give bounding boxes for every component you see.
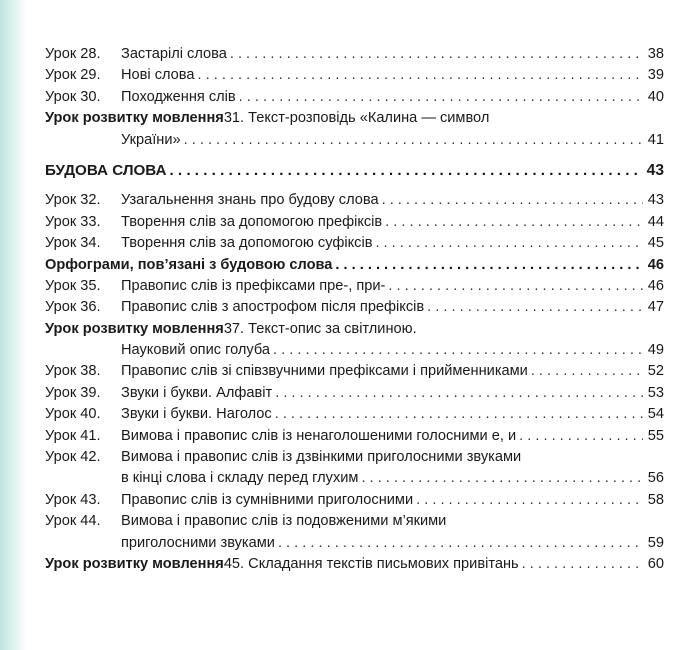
dot-leader [273,340,643,361]
dot-leader [278,533,643,554]
lesson-number: Урок 36. [45,299,101,316]
page-number: 59 [647,534,664,551]
dot-leader [382,190,643,211]
table-of-contents [45,44,664,575]
lesson-title-line-1: Вимова і правопис слів із подовженими м’якими [121,513,447,530]
toc-entry-lesson-44[interactable] [45,511,664,554]
dot-leader [522,554,643,575]
toc-entry-lesson-28[interactable] [45,44,664,65]
dot-leader [427,297,643,318]
lesson-title: Нові слова [121,67,195,84]
lesson-title-line-2: України» [121,131,181,148]
lesson-title-line-1: Вимова і правопис слів із дзвінкими приголосними звуками [121,449,522,466]
page-number: 58 [647,491,664,508]
toc-entry-speech-lesson-45[interactable] [45,554,664,575]
lesson-number: Урок 39. [45,384,101,401]
toc-entry-lesson-35[interactable] [45,276,664,297]
page-number: 46 [647,277,664,294]
lesson-title-line-1: 37. Текст-опис за світлиною. [223,320,417,337]
toc-entry-lesson-40[interactable] [45,404,664,425]
page-number: 41 [647,131,664,148]
lesson-title-line-1: 31. Текст-розповідь «Калина — символ [223,110,490,127]
page-number: 53 [647,384,664,401]
dot-leader [385,212,643,233]
page-number: 38 [647,46,664,62]
lesson-title: Походження слів [121,88,236,105]
lesson-title: Творення слів за допомогою суфіксів [121,235,373,252]
lesson-number: Урок 29. [45,67,101,84]
dot-leader [519,426,643,447]
dot-leader [531,361,643,382]
lesson-title-line-2: приголосними звуками [121,534,275,551]
lesson-number: Урок 32. [45,192,101,209]
page-number: 60 [647,555,664,572]
page-number: 40 [647,88,664,105]
lesson-title: Звуки і букви. Наголос [121,406,272,423]
lesson-title: Творення слів за допомогою префіксів [121,213,383,230]
toc-entry-lesson-33[interactable] [45,212,664,233]
lesson-title: Вимова і правопис слів із ненаголошеними голосними е, и [121,427,517,444]
dot-leader [335,255,643,276]
dot-leader [239,87,643,108]
toc-entry-lesson-32[interactable] [45,190,664,211]
lesson-title: 45. Складання текстів письмових привітань [223,555,519,572]
lesson-title: Правопис слів із сумнівними приголосними [121,491,414,508]
page-number: 43 [646,161,664,179]
toc-entry-lesson-34[interactable] [45,233,664,254]
lesson-title: Правопис слів із префіксами пре-, при- [121,277,386,294]
lesson-title: Правопис слів зі співзвучними префіксами і прийменниками [121,363,528,380]
toc-entry-lesson-39[interactable] [45,383,664,404]
toc-entry-lesson-36[interactable] [45,297,664,318]
dot-leader [169,160,643,181]
dot-leader [230,44,643,65]
dot-leader [184,130,643,151]
lesson-number: Урок 42. [45,449,101,466]
lesson-number: Урок 33. [45,213,101,230]
dot-leader [361,468,643,489]
subsection-title: Орфограми, пов’язані з будовою слова [45,256,333,273]
page-number: 44 [647,213,664,230]
page-edge-shading [0,0,26,650]
page-number: 43 [647,192,664,209]
dot-leader [388,276,643,297]
speech-lesson-label: Урок розвитку мовлення [45,110,224,127]
page-number: 46 [647,256,664,273]
lesson-title: Правопис слів з апострофом після префіксів [121,299,425,316]
lesson-number: Урок 43. [45,491,101,508]
page-number: 47 [647,299,664,316]
dot-leader [416,490,643,511]
lesson-number: Урок 34. [45,235,101,252]
page-number: 55 [647,427,664,444]
toc-entry-speech-lesson-37[interactable] [45,319,664,362]
dot-leader [198,65,643,86]
lesson-title: Узагальнення знань про будову слова [121,192,379,209]
page-number: 52 [647,363,664,380]
dot-leader [275,404,643,425]
speech-lesson-label: Урок розвитку мовлення [45,320,224,337]
toc-entry-lesson-43[interactable] [45,490,664,511]
lesson-number: Урок 30. [45,88,101,105]
toc-section-word-structure[interactable] [45,160,664,181]
lesson-title-line-2: в кінці слова і складу перед глухим [121,470,359,487]
toc-entry-speech-lesson-31[interactable] [45,108,664,151]
lesson-title: Застарілі слова [121,46,227,62]
toc-subsection-orthograms[interactable] [45,255,664,276]
page-number: 56 [647,470,664,487]
lesson-number: Урок 40. [45,406,101,423]
toc-entry-lesson-41[interactable] [45,426,664,447]
lesson-number: Урок 28. [45,46,101,62]
page-number: 54 [647,406,664,423]
page-number: 49 [647,342,664,359]
toc-entry-lesson-29[interactable] [45,65,664,86]
lesson-number: Урок 44. [45,513,101,530]
lesson-number: Урок 35. [45,277,101,294]
dot-leader [375,233,643,254]
dot-leader [275,383,643,404]
section-title: БУДОВА СЛОВА [45,161,167,179]
toc-entry-lesson-42[interactable] [45,447,664,490]
page-number: 45 [647,235,664,252]
speech-lesson-label: Урок розвитку мовлення [45,555,224,572]
toc-entry-lesson-30[interactable] [45,87,664,108]
lesson-number: Урок 41. [45,427,101,444]
page-number: 39 [647,67,664,84]
toc-entry-lesson-38[interactable] [45,361,664,382]
lesson-title-line-2: Науковий опис голуба [121,342,271,359]
lesson-number: Урок 38. [45,363,101,380]
lesson-title: Звуки і букви. Алфавіт [121,384,273,401]
